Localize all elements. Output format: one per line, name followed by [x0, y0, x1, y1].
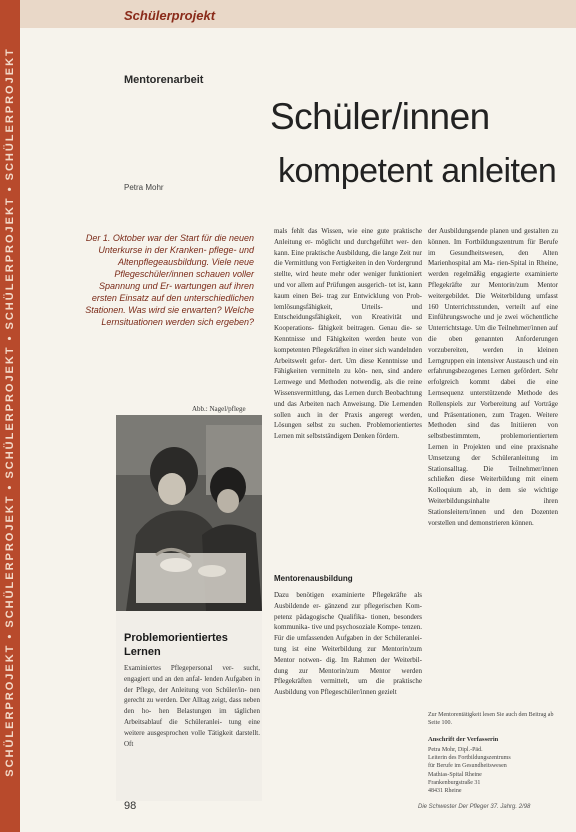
section-label: Mentorenarbeit	[124, 74, 204, 86]
author-byline: Petra Mohr	[124, 183, 164, 192]
subheading-mentorenausbildung: Mentorenausbildung	[274, 574, 353, 583]
body-column-2-bottom: Dazu benötigen examinierte Pflegekräfte als Ausbildende er- gänzend zur pflegerischen Kom- petenz pädagogische Qualifika- tionen, besonders kommunika- tive und psychosoziale Kompe- tenzen. Für die umfassenden Aufgaben in der Schüleranlei- tung ist eine Weiterbildung zur Mentorin/zum Mentor notwen- dig. Im Rahmen der Weiterbil- dung zur Mentorin/zum Mentor werden Pflegekräften vermittelt, um die praktische Ausbildung von Pflegeschüler/innen gezielt	[274, 591, 422, 697]
author-address: Petra Mohr, Dipl.-Päd. Leiterin des Fortbildungszentrums für Berufe im Gesundheitswesen Mathias-Spital Rheine Frankenburgstraße 31 48431 Rheine	[428, 747, 511, 795]
body-column-3: der Ausbildungsende planen und gestalten zu können. Im Fortbildungszentrum für Berufe im Gesundheitswesen, den Alten Marienhospital am Ma- rien-Spital in Rheine, werden regelmäßig engagierte examinierte Pflegekräfte zur Mentorin/zum Mentor weitergebildet. Die Weiterbildung umfasst 160 Unterrichtsstunden, verteilt auf eine Einführungswoche und je zwei wöchentliche Unterrichtstage. Um die Teilnehmer/innen auf die oben genannten Anforderungen vorzubereiten, werden in kleinen Lerngruppen ein intensiver Austausch und ein erfahrungsbezogenes Lernen gefördert. Sehr erfolgreich kommt dabei die eine Lernsequenz unterstützende Methode des Rollenspiels zur Vorbereitung auf Vorträge und Präsentationen, zum Tragen. Weitere Methoden sind das Initiieren von selbstbestimmtem, problemorientiertem Lernen in Projekten und eine praxisnahe Umsetzung der Schüleranleitung im Stationsalltag. Die Teilnehmer/innen schließen diese Weiterbildung mit einem Kolloquium ab, in dem sie wichtige Weiterbildungsinhalte ihren Stationsleitern/innen und den Dozenten vorstellen und demonstrieren können.	[428, 227, 558, 527]
kicker-label: Schülerprojekt	[124, 8, 216, 23]
box-heading: Problemorientiertes Lernen	[124, 632, 228, 658]
address-heading: Anschrift der Verfasserin	[428, 736, 499, 743]
body-column-2-top: mals fehlt das Wissen, wie eine gute praktische Anleitung er- möglicht und durchgeführt wer- den kann. Eine praktische Ausbildung, die lange Zeit nur die Vermittlung von Fertigkeiten in den Vordergrund stellte, wird heute mehr oder weniger funktioniert und vor allem auf Prüfungen ausgerich- tet ist, kann kaum einen Bei- trag zur Entwicklung von Prob- lemlösungsfähigkeit, Urteils- und Entscheidungsfähigkeit, von Kreativität und Kooperations- fähigkeit beitragen. Genau die- se Kenntnisse und Fähigkeiten werden heute von kompetenten Pflegekräften in einer sich wandelnden Arbeitswelt gefor- dert. Um diese Kenntnisse und Fähigkeiten vermitteln zu kön- nen, sind andere Lernwege und Methoden notwendig, als die reine Wissensvermittlung, das Lernen durch Beobachtung und das Arbeiten nach Anweisung. Die Lernenden sollen auch in der Praxis angeregt werden, Lösungen selbst zu suchen. Problemorientiertes Lernen mit selbstständigem Denken fördern.	[274, 227, 422, 441]
page-number: 98	[124, 800, 137, 812]
cross-reference-note: Zur Mentorentätigkeit lesen Sie auch den Beitrag ab Seite 100.	[428, 712, 554, 726]
box-body-text: Examiniertes Pflegepersonal ver- sucht, engagiert und an den anfal- lenden Aufgaben in der Pflege, der Anleitung von Schüler/in- nen gerecht zu werden. Der Alltag zeigt, dass neben den ho- hen Belastungen im täglichen Arbeitsablauf die Schüleranlei- tung eine weitere ausgesprochen volle Tätigkeit darstellt. Oft	[124, 664, 260, 748]
side-band	[0, 0, 20, 832]
headline-line-1: Schüler/innen	[270, 96, 490, 137]
lead-paragraph: Der 1. Oktober war der Start für die neuen Unterkurse in der Kranken- pflege- und Altenpflegeausbildung. Viele neue Pflegeschüler/innen schauen voller Spannung und Er- wartungen auf ihren ersten Einsatz auf den unterschiedlichen Stationen. Was wird sie erwarten? Welche Lernsituationen werden sich ergeben?	[85, 233, 254, 327]
headline-line-2: kompetent anleiten	[278, 152, 557, 190]
article-photo	[116, 415, 262, 611]
side-band-text: SCHÜLERPROJEKT • SCHÜLERPROJEKT • SCHÜLERPROJEKT • SCHÜLERPROJEKT • SCHÜLERPROJEKT	[4, 47, 16, 777]
kicker-bar	[20, 0, 576, 28]
publication-footer: Die Schwester Der Pfleger 37. Jahrg. 2/98	[418, 804, 531, 810]
photo-credit: Abb.: Nagel/pflege	[192, 405, 246, 413]
